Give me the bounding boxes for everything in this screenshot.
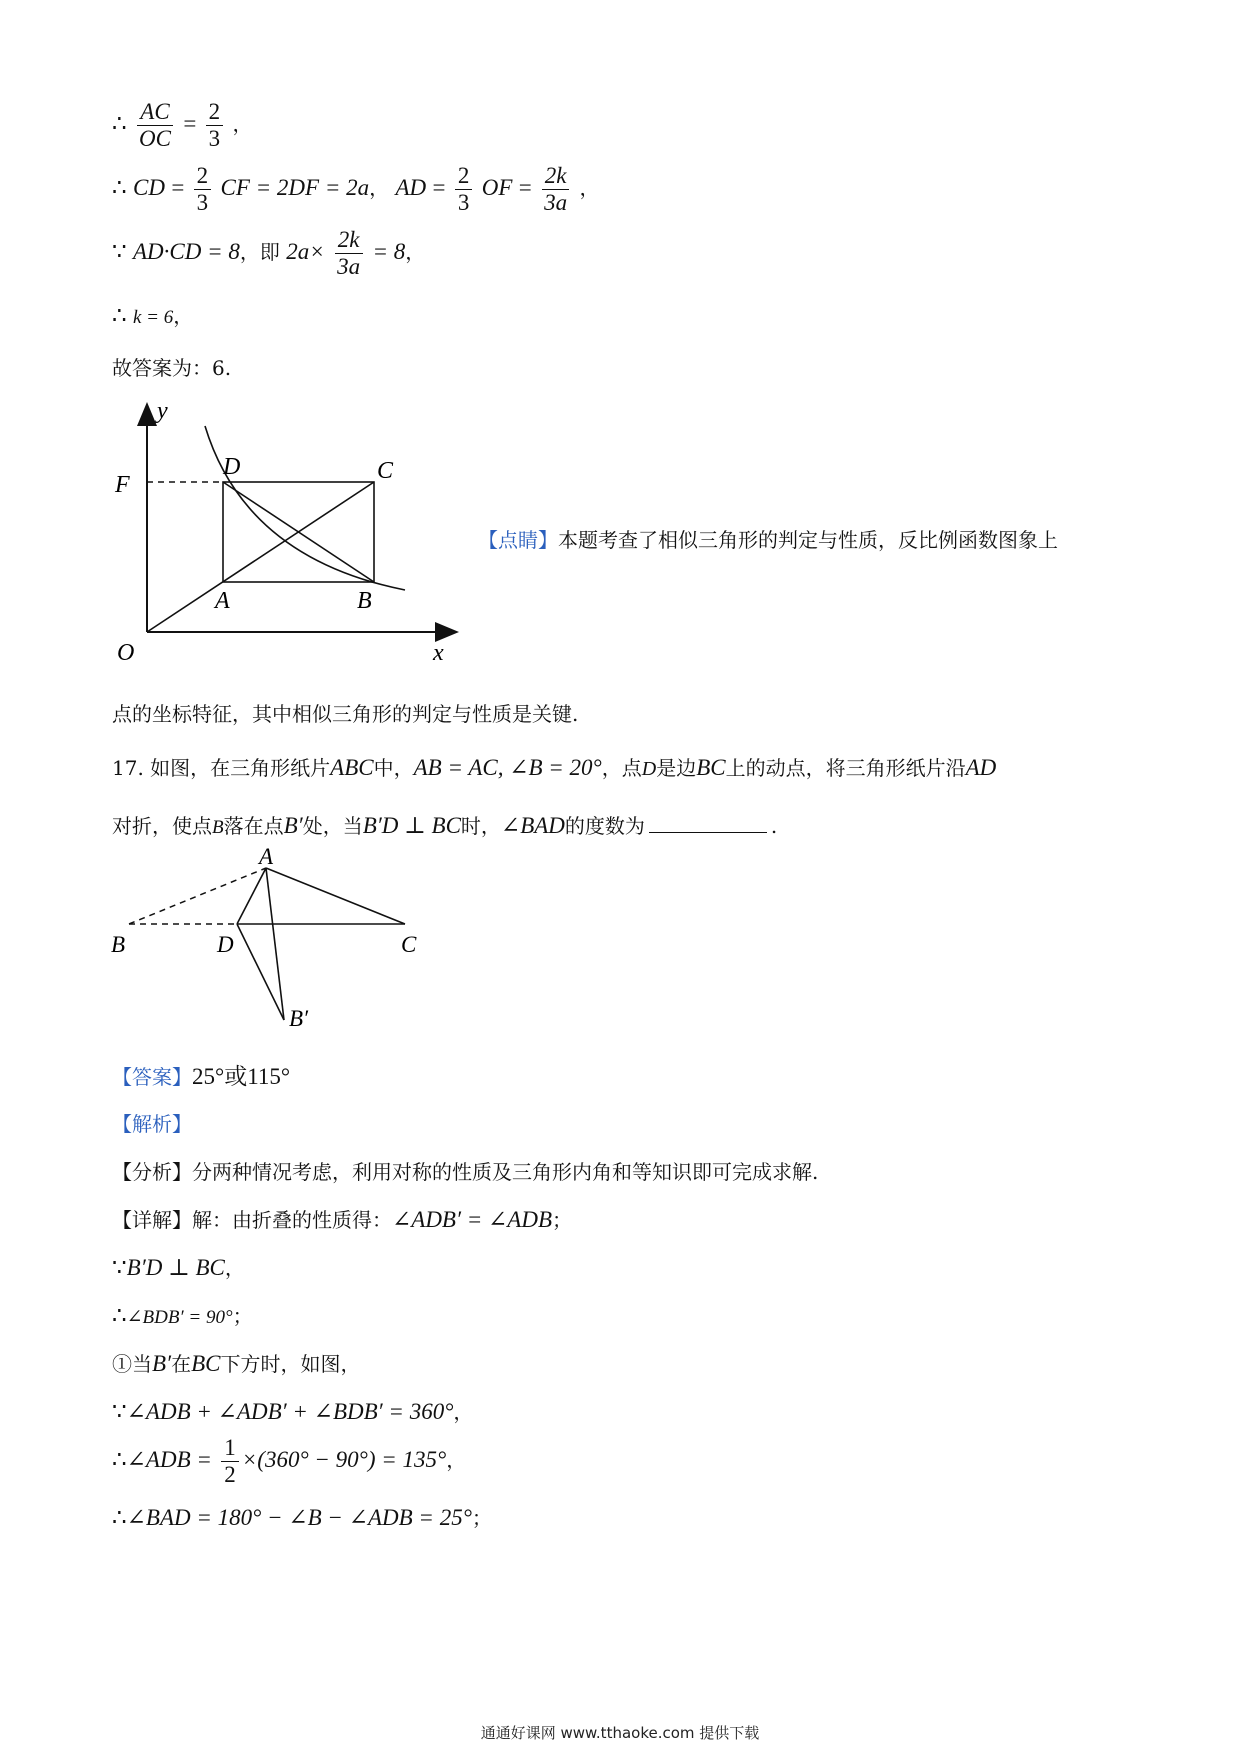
label-b: B — [357, 588, 372, 614]
label-c: C — [377, 458, 394, 484]
segment-d-bprime — [237, 924, 284, 1020]
fenxi-section: 【分析】分两种情况考虑，利用对称的性质及三角形内角和等知识即可完成求解. — [112, 1160, 819, 1184]
segment-a-c — [266, 868, 405, 924]
label-c: C — [401, 932, 417, 957]
fraction-2k-3a: $\frac{2k}{3a}$ — [334, 228, 363, 279]
label-y: y — [157, 398, 168, 424]
step-4: ∵∠ADB + ∠ADB′ + ∠BDB′ = 360°， — [112, 1399, 474, 1424]
analysis-tag: 【解析】 — [112, 1112, 192, 1136]
derivation-line-3: ∵ AD·CD = 8，即 2a× $\frac{2k}{3a}$ = 8， — [112, 227, 426, 280]
label-o: O — [117, 640, 135, 666]
answer-blank — [649, 812, 767, 833]
detail-section: 【详解】解：由折叠的性质得：∠ADB′ = ∠ADB； — [112, 1207, 573, 1232]
label-bprime: B′ — [289, 1006, 309, 1028]
review-note-line-1: 【点睛】本题考查了相似三角形的判定与性质，反比例函数图象上 — [478, 528, 1058, 552]
label-d: D — [223, 454, 241, 480]
step-3: ①当B′在BC下方时，如图， — [112, 1351, 361, 1376]
answer-line: 故答案为：6. — [112, 356, 232, 380]
step-5: ∴∠ADB = $\frac{1}{2}$ ×(360° − 90°) = 135°， — [112, 1435, 467, 1488]
page-footer: 通通好课网 www.tthaoke.com 提供下载 — [480, 1724, 760, 1742]
question-17-line-1: 17. 如图，在三角形纸片ABC中，AB = AC, ∠B = 20°，点D是边BC上的动点，将三角形纸片沿AD — [112, 755, 997, 780]
label-f: F — [115, 472, 130, 498]
step-2: ∴∠BDB′ = 90°； — [112, 1303, 253, 1328]
derivation-line-1: ∴ $\frac{AC}{OC}$ = $\frac{2}{3}$ ， — [112, 99, 253, 152]
fraction-2k-3a: $\frac{2k}{3a}$ — [541, 164, 570, 215]
figure-coordinate-rectangle — [105, 398, 475, 670]
question-17-line-2: 对折，使点B落在点B′处，当B′D ⊥ BC时，∠BAD的度数为 . — [112, 813, 778, 838]
label-x: x — [433, 640, 444, 666]
label-a: A — [259, 848, 274, 869]
fraction-two-thirds: $\frac{2}{3}$ — [194, 164, 212, 215]
fraction-ac-oc: $\frac{AC}{OC}$ — [139, 99, 171, 152]
fraction-one-half: $\frac{1}{2}$ — [221, 1436, 239, 1487]
derivation-line-2: ∴ CD = $\frac{2}{3}$ CF = 2DF = 2a， AD = $\frac{2}{3}$ OF = $\frac{2k}{3a}$ ， — [112, 163, 600, 216]
label-d: D — [217, 932, 234, 957]
label-a: A — [215, 588, 230, 614]
derivation-line-4: ∴ k = 6， — [112, 303, 194, 328]
dashed-b-a — [129, 868, 266, 924]
label-b: B — [111, 932, 126, 957]
step-1: ∵B′D ⊥ BC， — [112, 1255, 245, 1280]
fraction-two-thirds: $\frac{2}{3}$ — [206, 100, 224, 151]
review-note-line-2: 点的坐标特征，其中相似三角形的判定与性质是关键. — [112, 702, 579, 726]
fraction-two-thirds: $\frac{2}{3}$ — [455, 164, 473, 215]
segment-a-d — [237, 868, 266, 924]
hyperbola-curve — [205, 426, 405, 590]
answer-section: 【答案】25°或115° — [112, 1064, 291, 1089]
segment-a-bprime — [266, 868, 284, 1020]
step-6: ∴∠BAD = 180° − ∠B − ∠ADB = 25°； — [112, 1505, 492, 1530]
segment-o-c — [147, 482, 374, 632]
figure-folded-triangle — [105, 848, 435, 1028]
